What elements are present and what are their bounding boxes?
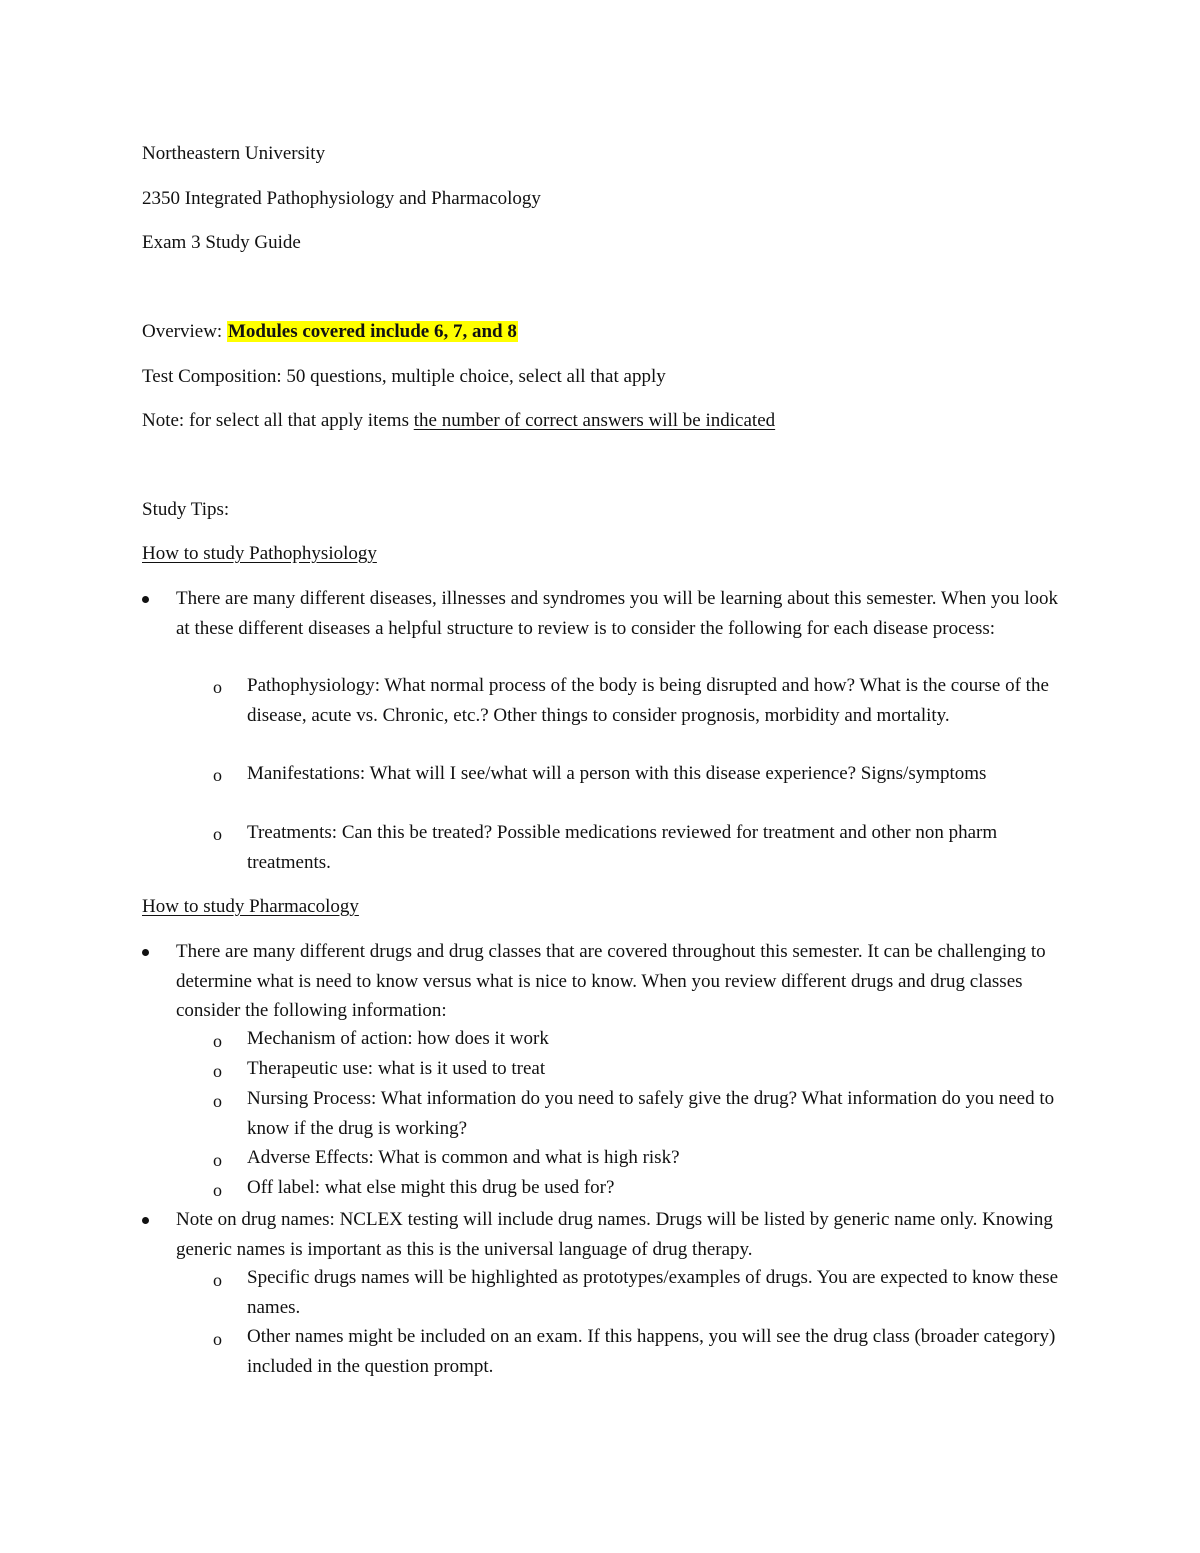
sub-marker: o [213, 1329, 222, 1349]
pharm-sub-4: Adverse Effects: What is common and what is high risk? [247, 1147, 680, 1168]
pharm-bullet-1: There are many different drugs and drug classes that are covered throughout this semester. It can be challenging to determine what is need to know versus what is nice to know. When you review different drugs and drug classes consider the following information: [176, 941, 1046, 1021]
sub-marker: o [213, 677, 222, 697]
course-title: 2350 Integrated Pathophysiology and Pharmacology [142, 188, 541, 209]
pharm-sub-7: Other names might be included on an exam. If this happens, you will see the drug class (broader category) included in the question prompt. [247, 1326, 1056, 1377]
pharm-sub-1: Mechanism of action: how does it work [247, 1028, 549, 1049]
patho-heading: How to study Pathophysiology [142, 543, 377, 564]
sub-marker: o [213, 1091, 222, 1111]
bullet-marker [142, 1213, 152, 1223]
patho-sub-2: Manifestations: What will I see/what will a person with this disease experience? Signs/symptoms [247, 763, 987, 784]
overview-label: Overview: [142, 321, 223, 342]
note-line [142, 410, 775, 432]
note-prefix: Note: for select all that apply items [142, 410, 414, 431]
patho-sub-3: Treatments: Can this be treated? Possible medications reviewed for treatment and other non pharm treatments. [247, 822, 998, 873]
sub-marker: o [213, 1180, 222, 1200]
document-title: Exam 3 Study Guide [142, 232, 301, 253]
patho-bullet-1: There are many different diseases, illnesses and syndromes you will be learning about this semester. When you look at these different diseases a helpful structure to review is to consider the following for each disease process: [176, 588, 1059, 639]
bullet-marker [142, 592, 152, 602]
sub-marker: o [213, 1061, 222, 1081]
pharm-heading: How to study Pharmacology [142, 896, 359, 917]
test-composition: Test Composition: 50 questions, multiple choice, select all that apply [142, 366, 666, 387]
pharm-bullet-2: Note on drug names: NCLEX testing will include drug names. Drugs will be listed by generic name only. Knowing generic names is important as this is the universal language of drug therapy. [176, 1209, 1053, 1260]
sub-marker: o [213, 824, 222, 844]
sub-marker: o [213, 765, 222, 785]
pharm-sub-5: Off label: what else might this drug be used for? [247, 1177, 615, 1198]
sub-marker: o [213, 1031, 222, 1051]
university-name: Northeastern University [142, 143, 326, 164]
pharm-sub-2: Therapeutic use: what is it used to treat [247, 1058, 546, 1079]
pharm-sub-3: Nursing Process: What information do you need to safely give the drug? What information do you need to know if the drug is working? [247, 1088, 1055, 1139]
sub-marker: o [213, 1270, 222, 1290]
sub-marker: o [213, 1150, 222, 1170]
pharm-sub-6: Specific drugs names will be highlighted as prototypes/examples of drugs. You are expected to know these names. [247, 1267, 1059, 1318]
modules-highlight: Modules covered include 6, 7, and 8 [227, 321, 517, 342]
overview-line [142, 321, 518, 343]
patho-sub-1: Pathophysiology: What normal process of the body is being disrupted and how? What is the course of the disease, acute vs. Chronic, etc.? Other things to consider prognosis, morbidity and mortality. [247, 675, 1049, 726]
study-tips-label: Study Tips: [142, 499, 230, 520]
note-underlined: the number of correct answers will be indicated [413, 410, 776, 431]
bullet-marker [142, 945, 152, 955]
